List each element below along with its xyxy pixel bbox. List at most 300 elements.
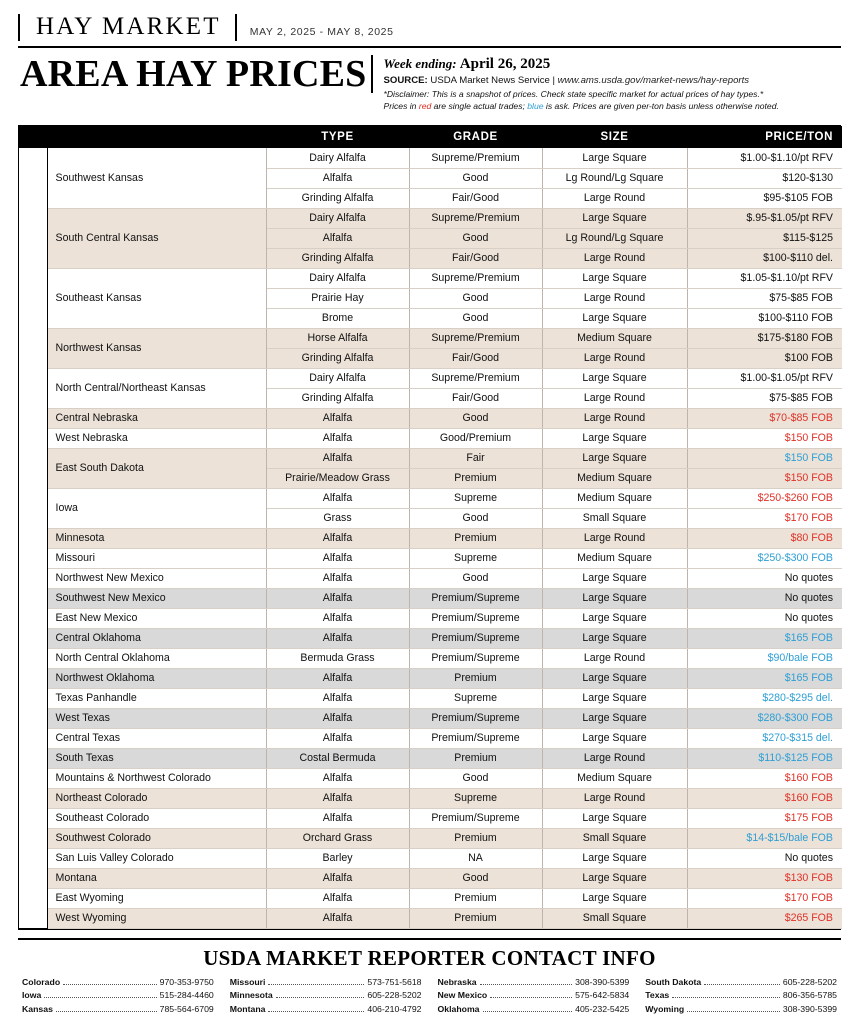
table-row bbox=[19, 848, 842, 868]
cell-price: $270-$315 del. bbox=[687, 728, 842, 748]
cell-type: Orchard Grass bbox=[266, 828, 409, 848]
region-group-label-central: CENTRAL bbox=[19, 148, 47, 488]
region-name: Northwest Oklahoma bbox=[47, 668, 266, 688]
contact-phone: 806-356-5785 bbox=[782, 990, 837, 1001]
region-name: East Wyoming bbox=[47, 888, 266, 908]
cell-grade: Supreme bbox=[409, 688, 542, 708]
cell-price: $1.00-$1.05/pt RFV bbox=[687, 368, 842, 388]
cell-price: $75-$85 FOB bbox=[687, 388, 842, 408]
cell-type: Alfalfa bbox=[266, 428, 409, 448]
contact-state: Colorado bbox=[22, 976, 61, 987]
cell-grade: Good bbox=[409, 408, 542, 428]
table-row bbox=[19, 528, 842, 548]
contact-row bbox=[230, 989, 422, 1002]
cell-type: Alfalfa bbox=[266, 668, 409, 688]
col-header-price: PRICE/TON bbox=[687, 126, 842, 148]
cell-size: Medium Square bbox=[542, 548, 687, 568]
contact-phone: 515-284-4460 bbox=[159, 990, 214, 1001]
contact-state: Minnesota bbox=[229, 990, 273, 1001]
cell-grade: Good/Premium bbox=[409, 428, 542, 448]
contact-state: Kansas bbox=[22, 1003, 53, 1014]
cell-price: $150 FOB bbox=[687, 448, 842, 468]
cell-price: $165 FOB bbox=[687, 668, 842, 688]
cell-grade: Supreme bbox=[409, 548, 542, 568]
table-row bbox=[19, 488, 842, 508]
week-ending-date: April 26, 2025 bbox=[459, 56, 551, 73]
cell-type: Dairy Alfalfa bbox=[266, 208, 409, 228]
contact-row bbox=[645, 1003, 837, 1016]
disclaimer-pre: Prices in bbox=[383, 100, 419, 111]
cell-size: Small Square bbox=[542, 908, 687, 928]
cell-size: Medium Square bbox=[542, 768, 687, 788]
disclaimer-red-word: red bbox=[418, 100, 432, 111]
cell-size: Lg Round/Lg Square bbox=[542, 228, 687, 248]
cell-price: $70-$85 FOB bbox=[687, 408, 842, 428]
cell-grade: Premium bbox=[409, 888, 542, 908]
region-name: South Central Kansas bbox=[47, 208, 266, 268]
cell-size: Medium Square bbox=[542, 488, 687, 508]
cell-grade: Fair/Good bbox=[409, 188, 542, 208]
table-row bbox=[19, 708, 842, 728]
week-ending bbox=[383, 56, 841, 73]
cell-grade: Fair/Good bbox=[409, 388, 542, 408]
region-group-label-midwest: MIDWEST bbox=[19, 488, 47, 568]
cell-grade: Supreme/Premium bbox=[409, 368, 542, 388]
contact-phone: 573-751-5618 bbox=[367, 976, 422, 987]
disclaimer bbox=[383, 89, 841, 112]
cell-price: $80 FOB bbox=[687, 528, 842, 548]
cell-type: Barley bbox=[266, 848, 409, 868]
report-meta bbox=[373, 55, 841, 112]
col-header-type: TYPE bbox=[266, 126, 409, 148]
cell-price: $115-$125 bbox=[687, 228, 842, 248]
cell-grade: Good bbox=[409, 228, 542, 248]
contact-row bbox=[230, 1003, 422, 1016]
table-header-row bbox=[19, 126, 842, 148]
cell-size: Large Square bbox=[542, 588, 687, 608]
contact-row bbox=[645, 976, 837, 989]
region-name: East South Dakota bbox=[47, 448, 266, 488]
cell-grade: Premium/Supreme bbox=[409, 708, 542, 728]
cell-grade: Fair/Good bbox=[409, 248, 542, 268]
cell-price: $100-$110 FOB bbox=[687, 308, 842, 328]
disclaimer-line-2 bbox=[383, 101, 841, 113]
table-row bbox=[19, 268, 842, 288]
dot-leader bbox=[490, 997, 572, 998]
region-name: West Texas bbox=[47, 708, 266, 728]
table-row bbox=[19, 908, 842, 928]
cell-grade: Good bbox=[409, 508, 542, 528]
region-name: South Texas bbox=[47, 748, 266, 768]
cell-size: Large Round bbox=[542, 528, 687, 548]
dot-leader bbox=[483, 1011, 573, 1012]
cell-price: $170 FOB bbox=[687, 888, 842, 908]
region-name: Central Oklahoma bbox=[47, 628, 266, 648]
cell-type: Alfalfa bbox=[266, 488, 409, 508]
cell-size: Large Round bbox=[542, 388, 687, 408]
contact-state: Nebraska bbox=[437, 976, 477, 987]
disclaimer-mid: are single actual trades; bbox=[431, 100, 528, 111]
table-row bbox=[19, 768, 842, 788]
cell-type: Alfalfa bbox=[266, 168, 409, 188]
contact-row bbox=[22, 976, 214, 989]
region-name: West Wyoming bbox=[47, 908, 266, 928]
col-header-size: SIZE bbox=[542, 126, 687, 148]
cell-type: Alfalfa bbox=[266, 888, 409, 908]
cell-type: Alfalfa bbox=[266, 628, 409, 648]
region-name: North Central Oklahoma bbox=[47, 648, 266, 668]
cell-type: Alfalfa bbox=[266, 728, 409, 748]
cell-price: $250-$300 FOB bbox=[687, 548, 842, 568]
region-name: Central Nebraska bbox=[47, 408, 266, 428]
disclaimer-blue-word: blue bbox=[527, 100, 544, 111]
cell-size: Lg Round/Lg Square bbox=[542, 168, 687, 188]
table-row bbox=[19, 648, 842, 668]
cell-size: Large Square bbox=[542, 608, 687, 628]
cell-price: $280-$295 del. bbox=[687, 688, 842, 708]
region-name: Southeast Colorado bbox=[47, 808, 266, 828]
cell-size: Large Square bbox=[542, 868, 687, 888]
cell-price: $100-$110 del. bbox=[687, 248, 842, 268]
cell-type: Bermuda Grass bbox=[266, 648, 409, 668]
region-name: Northeast Colorado bbox=[47, 788, 266, 808]
dot-leader bbox=[268, 1011, 364, 1012]
source-url[interactable]: www.ams.usda.gov/market-news/hay-reports bbox=[557, 75, 750, 87]
cell-type: Alfalfa bbox=[266, 528, 409, 548]
cell-price: No quotes bbox=[687, 568, 842, 588]
contact-row bbox=[438, 1003, 630, 1016]
report-date-range: MAY 2, 2025 - MAY 8, 2025 bbox=[249, 26, 394, 39]
dot-leader bbox=[480, 984, 573, 985]
cell-grade: Premium/Supreme bbox=[409, 588, 542, 608]
cell-grade: Premium bbox=[409, 908, 542, 928]
cell-type: Brome bbox=[266, 308, 409, 328]
contact-phone: 406-210-4792 bbox=[367, 1003, 422, 1014]
cell-type: Alfalfa bbox=[266, 908, 409, 928]
source-divider: | bbox=[552, 75, 555, 87]
region-name: Montana bbox=[47, 868, 266, 888]
hay-prices-table bbox=[19, 126, 842, 929]
contact-footer bbox=[18, 938, 841, 1016]
cell-type: Prairie Hay bbox=[266, 288, 409, 308]
contact-phone: 308-390-5399 bbox=[575, 976, 630, 987]
cell-size: Large Square bbox=[542, 668, 687, 688]
cell-type: Alfalfa bbox=[266, 588, 409, 608]
region-name: Central Texas bbox=[47, 728, 266, 748]
cell-type: Grinding Alfalfa bbox=[266, 388, 409, 408]
cell-size: Large Square bbox=[542, 208, 687, 228]
cell-grade: Good bbox=[409, 568, 542, 588]
contact-column bbox=[22, 976, 214, 1016]
cell-price: $165 FOB bbox=[687, 628, 842, 648]
cell-size: Large Square bbox=[542, 688, 687, 708]
region-name: East New Mexico bbox=[47, 608, 266, 628]
region-name: Missouri bbox=[47, 548, 266, 568]
cell-price: $14-$15/bale FOB bbox=[687, 828, 842, 848]
dot-leader bbox=[268, 984, 364, 985]
contact-phone: 970-353-9750 bbox=[159, 976, 214, 987]
cell-grade: Premium/Supreme bbox=[409, 608, 542, 628]
cell-price: $150 FOB bbox=[687, 468, 842, 488]
table-row bbox=[19, 888, 842, 908]
cell-type: Grinding Alfalfa bbox=[266, 188, 409, 208]
cell-type: Dairy Alfalfa bbox=[266, 268, 409, 288]
region-name: Mountains & Northwest Colorado bbox=[47, 768, 266, 788]
cell-size: Large Round bbox=[542, 188, 687, 208]
table-row bbox=[19, 808, 842, 828]
contact-column bbox=[645, 976, 837, 1016]
cell-type: Grass bbox=[266, 508, 409, 528]
cell-type: Costal Bermuda bbox=[266, 748, 409, 768]
contact-row bbox=[438, 976, 630, 989]
table-row bbox=[19, 448, 842, 468]
contact-state: Wyoming bbox=[645, 1003, 685, 1014]
cell-price: No quotes bbox=[687, 588, 842, 608]
cell-price: $130 FOB bbox=[687, 868, 842, 888]
cell-size: Large Round bbox=[542, 408, 687, 428]
table-row bbox=[19, 148, 842, 168]
cell-type: Alfalfa bbox=[266, 688, 409, 708]
contact-phone: 308-390-5399 bbox=[782, 1003, 837, 1014]
contact-footer-title: USDA MARKET REPORTER CONTACT INFO bbox=[203, 945, 656, 970]
region-name: Iowa bbox=[47, 488, 266, 528]
table-row bbox=[19, 728, 842, 748]
cell-grade: Good bbox=[409, 168, 542, 188]
cell-grade: Premium bbox=[409, 828, 542, 848]
cell-grade: Supreme/Premium bbox=[409, 148, 542, 168]
cell-price: $170 FOB bbox=[687, 508, 842, 528]
cell-grade: Fair/Good bbox=[409, 348, 542, 368]
table-row bbox=[19, 428, 842, 448]
cell-size: Large Square bbox=[542, 268, 687, 288]
cell-grade: Premium bbox=[409, 528, 542, 548]
cell-grade: Supreme bbox=[409, 788, 542, 808]
cell-grade: Premium bbox=[409, 668, 542, 688]
cell-grade: Premium/Supreme bbox=[409, 648, 542, 668]
table-row bbox=[19, 588, 842, 608]
cell-size: Large Square bbox=[542, 808, 687, 828]
dot-leader bbox=[672, 997, 780, 998]
contact-column bbox=[438, 976, 630, 1016]
prices-table-wrapper bbox=[18, 125, 841, 930]
contact-state: Texas bbox=[645, 990, 670, 1001]
dot-leader bbox=[63, 984, 157, 985]
contact-state: Oklahoma bbox=[437, 1003, 480, 1014]
cell-grade: NA bbox=[409, 848, 542, 868]
table-body bbox=[19, 148, 842, 928]
contact-state: Missouri bbox=[229, 976, 266, 987]
cell-grade: Premium/Supreme bbox=[409, 808, 542, 828]
cell-size: Large Square bbox=[542, 888, 687, 908]
region-name: Minnesota bbox=[47, 528, 266, 548]
cell-price: $160 FOB bbox=[687, 768, 842, 788]
cell-grade: Supreme/Premium bbox=[409, 208, 542, 228]
cell-price: $175-$180 FOB bbox=[687, 328, 842, 348]
cell-type: Alfalfa bbox=[266, 548, 409, 568]
cell-size: Large Square bbox=[542, 368, 687, 388]
cell-type: Alfalfa bbox=[266, 808, 409, 828]
table-row bbox=[19, 208, 842, 228]
cell-grade: Fair bbox=[409, 448, 542, 468]
cell-size: Small Square bbox=[542, 508, 687, 528]
cell-price: $175 FOB bbox=[687, 808, 842, 828]
table-row bbox=[19, 868, 842, 888]
cell-grade: Good bbox=[409, 288, 542, 308]
cell-grade: Supreme bbox=[409, 488, 542, 508]
contact-columns bbox=[18, 976, 841, 1016]
cell-size: Large Round bbox=[542, 348, 687, 368]
brand-title: HAY MARKET bbox=[18, 14, 237, 41]
dot-leader bbox=[276, 997, 365, 998]
dot-leader bbox=[704, 984, 780, 985]
cell-price: $75-$85 FOB bbox=[687, 288, 842, 308]
table-row bbox=[19, 628, 842, 648]
cell-type: Alfalfa bbox=[266, 228, 409, 248]
region-name: Northwest New Mexico bbox=[47, 568, 266, 588]
cell-type: Alfalfa bbox=[266, 868, 409, 888]
cell-type: Alfalfa bbox=[266, 768, 409, 788]
cell-size: Large Square bbox=[542, 848, 687, 868]
disclaimer-post: is ask. Prices are given per-ton basis unless otherwise noted. bbox=[543, 100, 779, 111]
cell-price: $110-$125 FOB bbox=[687, 748, 842, 768]
cell-price: $1.00-$1.10/pt RFV bbox=[687, 148, 842, 168]
cell-price: No quotes bbox=[687, 848, 842, 868]
cell-grade: Supreme/Premium bbox=[409, 328, 542, 348]
cell-grade: Premium/Supreme bbox=[409, 628, 542, 648]
region-name: Texas Panhandle bbox=[47, 688, 266, 708]
cell-price: $160 FOB bbox=[687, 788, 842, 808]
region-name: San Luis Valley Colorado bbox=[47, 848, 266, 868]
cell-grade: Premium bbox=[409, 468, 542, 488]
week-ending-label: Week ending: bbox=[383, 56, 457, 72]
cell-size: Medium Square bbox=[542, 468, 687, 488]
col-header-group bbox=[19, 126, 47, 148]
cell-price: $.95-$1.05/pt RFV bbox=[687, 208, 842, 228]
cell-price: $265 FOB bbox=[687, 908, 842, 928]
contact-state: New Mexico bbox=[437, 990, 488, 1001]
cell-size: Large Round bbox=[542, 288, 687, 308]
cell-size: Large Square bbox=[542, 148, 687, 168]
table-row bbox=[19, 568, 842, 588]
cell-price: $90/bale FOB bbox=[687, 648, 842, 668]
dot-leader bbox=[687, 1011, 780, 1012]
region-name: Southwest New Mexico bbox=[47, 588, 266, 608]
dot-leader bbox=[44, 997, 156, 998]
cell-type: Alfalfa bbox=[266, 788, 409, 808]
table-row bbox=[19, 788, 842, 808]
cell-type: Alfalfa bbox=[266, 448, 409, 468]
region-name: Southwest Kansas bbox=[47, 148, 266, 208]
cell-price: $100 FOB bbox=[687, 348, 842, 368]
cell-type: Horse Alfalfa bbox=[266, 328, 409, 348]
region-name: West Nebraska bbox=[47, 428, 266, 448]
page-title: AREA HAY PRICES bbox=[18, 55, 373, 93]
source-line bbox=[383, 75, 841, 86]
contact-column bbox=[230, 976, 422, 1016]
cell-size: Large Square bbox=[542, 728, 687, 748]
cell-type: Alfalfa bbox=[266, 708, 409, 728]
cell-size: Large Round bbox=[542, 788, 687, 808]
cell-size: Small Square bbox=[542, 828, 687, 848]
disclaimer-line-1: *Disclaimer: This is a snapshot of prices. Check state specific market for actual prices of hay types.* bbox=[383, 89, 764, 100]
cell-size: Large Round bbox=[542, 648, 687, 668]
cell-size: Large Square bbox=[542, 708, 687, 728]
cell-type: Alfalfa bbox=[266, 568, 409, 588]
cell-price: $250-$260 FOB bbox=[687, 488, 842, 508]
contact-phone: 405-232-5425 bbox=[575, 1003, 630, 1014]
contact-state: Montana bbox=[229, 1003, 266, 1014]
table-row bbox=[19, 608, 842, 628]
source-label: SOURCE: bbox=[383, 75, 428, 87]
cell-grade: Good bbox=[409, 868, 542, 888]
cell-type: Grinding Alfalfa bbox=[266, 248, 409, 268]
report-header bbox=[0, 0, 859, 116]
table-row bbox=[19, 668, 842, 688]
cell-type: Alfalfa bbox=[266, 408, 409, 428]
cell-grade: Good bbox=[409, 768, 542, 788]
source-name: USDA Market News Service bbox=[430, 75, 550, 87]
cell-size: Medium Square bbox=[542, 328, 687, 348]
cell-price: $280-$300 FOB bbox=[687, 708, 842, 728]
cell-price: $150 FOB bbox=[687, 428, 842, 448]
region-name: Southeast Kansas bbox=[47, 268, 266, 328]
cell-type: Prairie/Meadow Grass bbox=[266, 468, 409, 488]
title-block bbox=[18, 55, 841, 112]
cell-size: Large Round bbox=[542, 248, 687, 268]
cell-size: Large Square bbox=[542, 448, 687, 468]
contact-row bbox=[230, 976, 422, 989]
table-row bbox=[19, 748, 842, 768]
contact-phone: 575-642-5834 bbox=[575, 990, 630, 1001]
cell-size: Large Square bbox=[542, 628, 687, 648]
table-head bbox=[19, 126, 842, 148]
cell-size: Large Square bbox=[542, 308, 687, 328]
dot-leader bbox=[56, 1011, 157, 1012]
table-row bbox=[19, 828, 842, 848]
cell-price: $95-$105 FOB bbox=[687, 188, 842, 208]
cell-grade: Premium/Supreme bbox=[409, 728, 542, 748]
region-name: Southwest Colorado bbox=[47, 828, 266, 848]
contact-state: South Dakota bbox=[645, 976, 702, 987]
contact-row bbox=[22, 1003, 214, 1016]
cell-type: Grinding Alfalfa bbox=[266, 348, 409, 368]
region-group-label-southern: SOUTHERN bbox=[19, 568, 47, 768]
cell-price: $1.05-$1.10/pt RFV bbox=[687, 268, 842, 288]
cell-type: Alfalfa bbox=[266, 608, 409, 628]
cell-size: Large Square bbox=[542, 568, 687, 588]
contact-row bbox=[645, 989, 837, 1002]
region-name: Northwest Kansas bbox=[47, 328, 266, 368]
masthead bbox=[18, 14, 841, 48]
cell-size: Large Round bbox=[542, 748, 687, 768]
contact-phone: 605-228-5202 bbox=[782, 976, 837, 987]
cell-size: Large Square bbox=[542, 428, 687, 448]
cell-grade: Supreme/Premium bbox=[409, 268, 542, 288]
table-row bbox=[19, 688, 842, 708]
contact-phone: 605-228-5202 bbox=[367, 990, 422, 1001]
col-header-grade: GRADE bbox=[409, 126, 542, 148]
table-row bbox=[19, 328, 842, 348]
cell-type: Dairy Alfalfa bbox=[266, 148, 409, 168]
table-row bbox=[19, 408, 842, 428]
table-row bbox=[19, 548, 842, 568]
cell-type: Dairy Alfalfa bbox=[266, 368, 409, 388]
region-name: North Central/Northeast Kansas bbox=[47, 368, 266, 408]
contact-row bbox=[438, 989, 630, 1002]
cell-price: No quotes bbox=[687, 608, 842, 628]
contact-state: Iowa bbox=[22, 990, 42, 1001]
cell-grade: Good bbox=[409, 308, 542, 328]
